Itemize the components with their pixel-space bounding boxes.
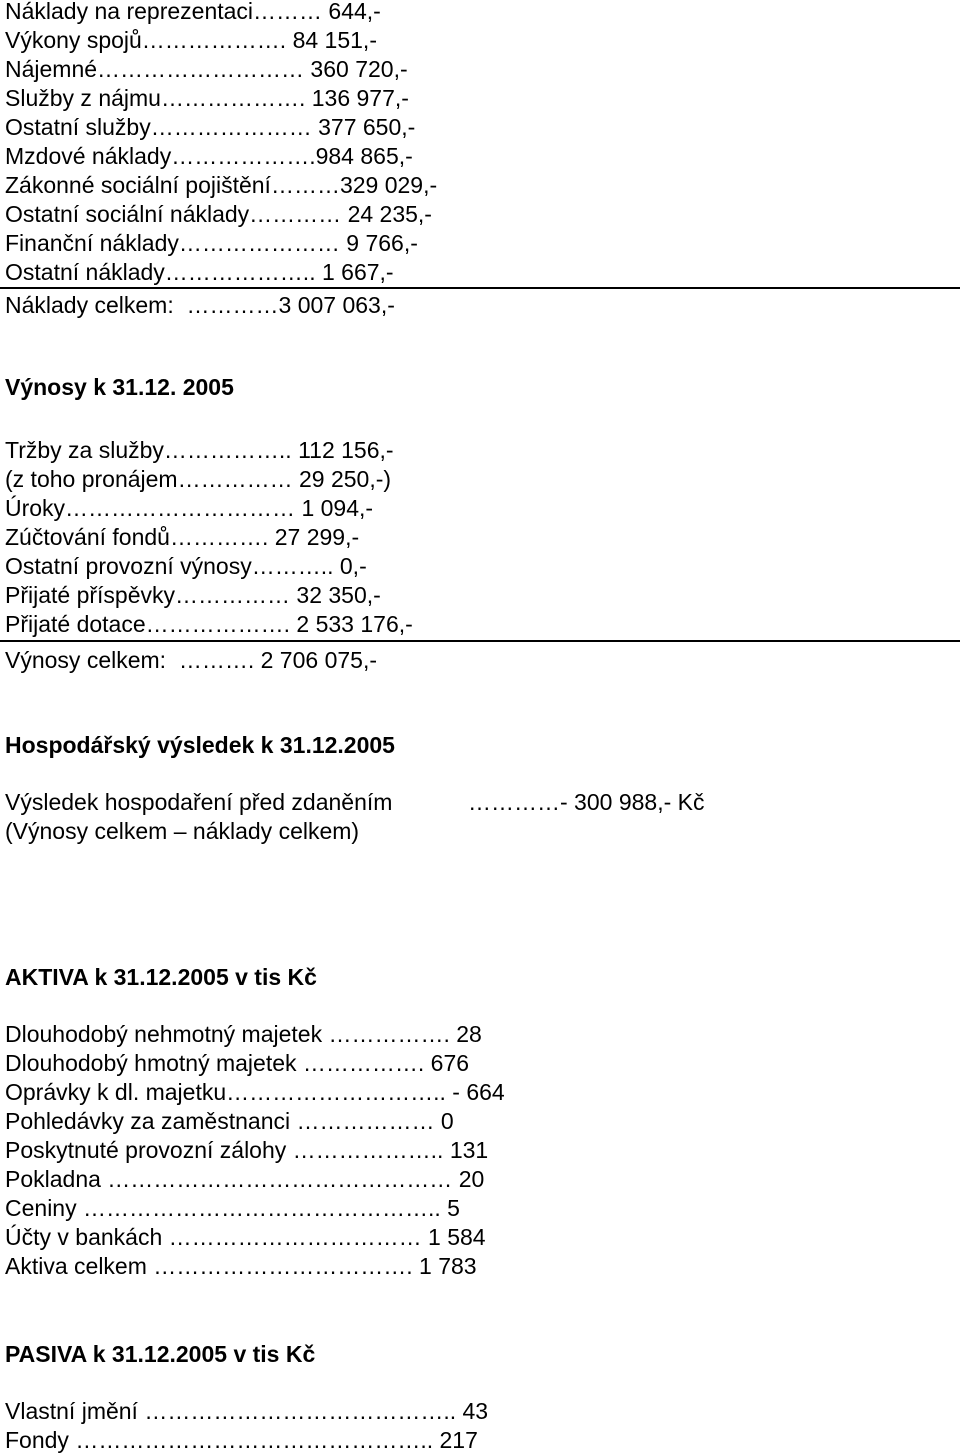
expense-line: Ostatní sociální náklady………… 24 235,- <box>5 201 432 227</box>
expense-line: Zákonné sociální pojištění………329 029,- <box>5 172 438 198</box>
expense-line: Mzdové náklady……………….984 865,- <box>5 143 413 169</box>
revenue-line: Přijaté dotace………………. 2 533 176,- <box>5 611 413 637</box>
divider <box>0 287 960 289</box>
expense-line: Ostatní služby………………… 377 650,- <box>5 114 416 140</box>
asset-line: Pohledávky za zaměstnanci ……………… 0 <box>5 1108 454 1134</box>
asset-line: Ceniny ……………………………………….. 5 <box>5 1195 460 1221</box>
divider <box>0 640 960 642</box>
result-heading: Hospodářský výsledek k 31.12.2005 <box>5 732 395 758</box>
revenue-heading: Výnosy k 31.12. 2005 <box>5 374 234 400</box>
liabilities-heading: PASIVA k 31.12.2005 v tis Kč <box>5 1341 316 1367</box>
asset-line: Poskytnuté provozní zálohy ……………….. 131 <box>5 1137 489 1163</box>
asset-line: Účty v bankách …………………………… 1 584 <box>5 1224 486 1250</box>
expense-line: Finanční náklady………………… 9 766,- <box>5 230 418 256</box>
expense-line: Služby z nájmu………………. 136 977,- <box>5 85 409 111</box>
revenue-total: Výnosy celkem: ………. 2 706 075,- <box>5 647 377 673</box>
asset-line: Pokladna ……………………………………… 20 <box>5 1166 485 1192</box>
result-label: Výsledek hospodaření před zdaněním <box>5 789 393 815</box>
revenue-line: Úroky………………………… 1 094,- <box>5 495 374 521</box>
revenue-line: Ostatní provozní výnosy……….. 0,- <box>5 553 367 579</box>
asset-line: Oprávky k dl. majetku……………………….. - 664 <box>5 1079 505 1105</box>
expense-line: Náklady na reprezentaci……… 644,- <box>5 0 381 24</box>
result-note: (Výnosy celkem – náklady celkem) <box>5 818 360 844</box>
result-value: …………- 300 988,- Kč <box>468 789 705 815</box>
asset-line: Dlouhodobý nehmotný majetek ……………. 28 <box>5 1021 482 1047</box>
expense-line: Nájemné……………………… 360 720,- <box>5 56 408 82</box>
revenue-line: Zúčtování fondů…………. 27 299,- <box>5 524 360 550</box>
revenue-line: Přijaté příspěvky…………… 32 350,- <box>5 582 381 608</box>
asset-line: Dlouhodobý hmotný majetek ……………. 676 <box>5 1050 470 1076</box>
asset-line: Aktiva celkem ……………………………. 1 783 <box>5 1253 477 1279</box>
revenue-line: Tržby za služby…………….. 112 156,- <box>5 437 394 463</box>
liability-line: Vlastní jmění ………………………………….. 43 <box>5 1398 489 1424</box>
expenses-total: Náklady celkem: …………3 007 063,- <box>5 292 395 318</box>
revenue-line: (z toho pronájem…………… 29 250,-) <box>5 466 392 492</box>
liability-line: Fondy ……………………………………….. 217 <box>5 1427 478 1453</box>
expense-line: Výkony spojů………………. 84 151,- <box>5 27 377 53</box>
assets-heading: AKTIVA k 31.12.2005 v tis Kč <box>5 964 317 990</box>
expense-line: Ostatní náklady……………….. 1 667,- <box>5 259 394 285</box>
